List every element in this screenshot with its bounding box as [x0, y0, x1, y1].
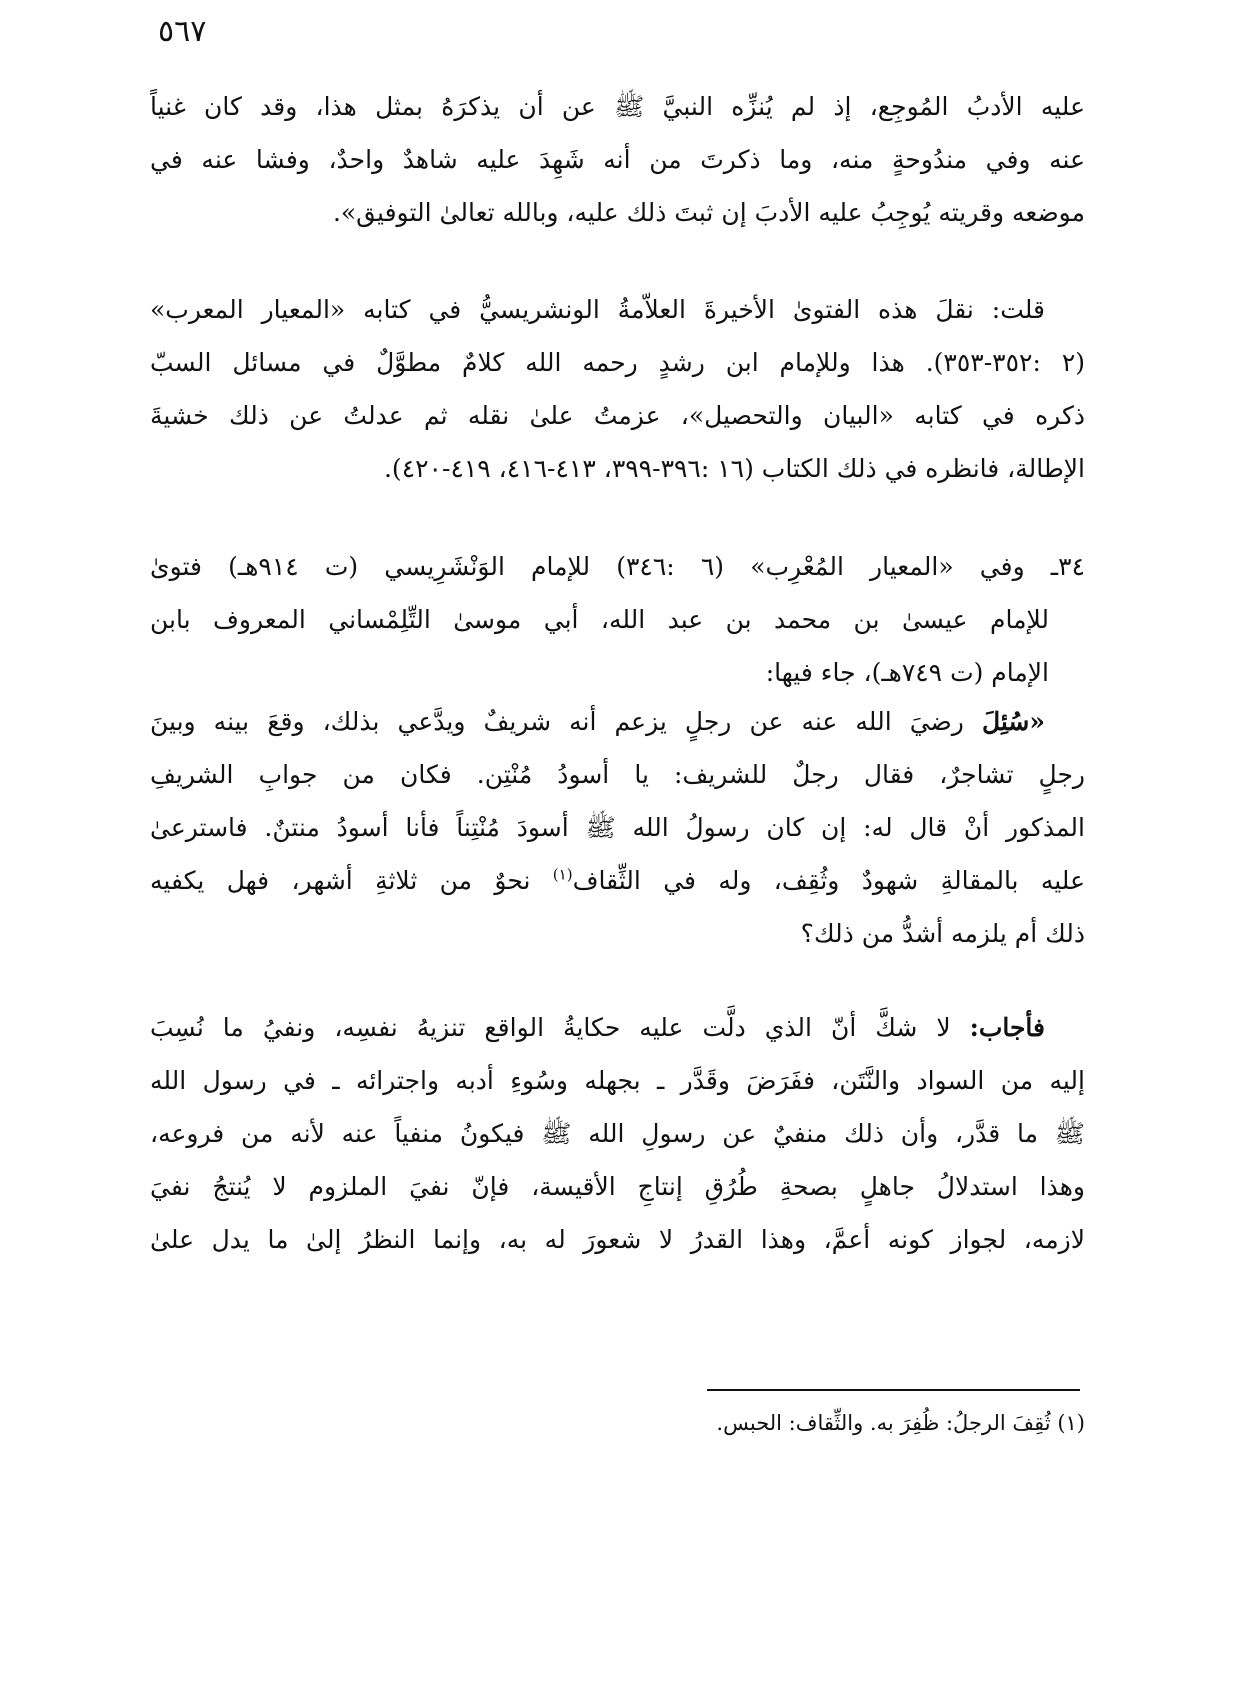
- text-line: رجلٍ تشاجرٌ، فقال رجلٌ للشريف: يا أسودُ مُنْتِن. فكان من جوابِ الشريفِ: [150, 760, 1085, 789]
- text-line: للإمام عيسىٰ بن محمد بن عبد الله، أبي موسىٰ التِّلِمْساني المعروف بابن: [150, 605, 1049, 634]
- question-lead: «سُئِلَ: [981, 707, 1045, 736]
- text-segment: عليه بالمقالةِ شهودٌ وثُقِف، وله في الثِّقاف: [572, 866, 1085, 895]
- numbered-item-34: [150, 540, 1085, 699]
- text-line: إليه من السواد والنَّتَن، ففَرَضَ وقَدَّر ـ بجهله وسُوءِ أدبه واجترائه ـ في رسول الله: [150, 1066, 1085, 1095]
- text-line: [150, 854, 1085, 907]
- page-number: ٥٦٧: [158, 14, 207, 49]
- text-line: قلت: نقلَ هذه الفتوىٰ الأخيرةَ العلاّمةُ الونشريسيُّ في كتابه «المعيار المعرب»: [150, 295, 1045, 324]
- paragraph-author-note: [150, 283, 1085, 495]
- text-segment: نحوٌ من ثلاثةِ أشهر، فهل يكفيه: [150, 866, 553, 895]
- text-line: الإطالة، فانظره في ذلك الكتاب (١٦ :٣٩٦-٣٩٩، ٤١٣-٤١٦، ٤١٩-٤٢٠).: [383, 454, 1085, 483]
- text-segment: رضيَ الله عنه عن رجلٍ يزعم أنه شريفٌ ويدَّعي بذلك، وقعَ بينه وبينَ: [150, 707, 982, 736]
- text-line: [150, 695, 1085, 748]
- text-segment: لا شكَّ أنّ الذي دلَّت عليه حكايةُ الواقع تنزيهُ نفسِه، ونفيُ ما نُسِبَ: [150, 1013, 970, 1042]
- text-line: ٣٤ـ وفي «المعيار المُعْرِب» (٦ :٣٤٦) للإمام الوَنْشَرِيسي (ت ٩١٤هـ) فتوىٰ: [150, 552, 1085, 581]
- footnote: (١) ثُقِفَ الرجلُ: ظُفِرَ به. والثِّقاف: الحبس.: [716, 1411, 1085, 1435]
- fatwa-answer: [150, 1001, 1085, 1266]
- paragraph-continuation: [150, 80, 1085, 239]
- text-line: عنه وفي مندُوحةٍ منه، وما ذكرتَ من أنه شَهِدَ عليه شاهدٌ واحدٌ، وفشا عنه في: [150, 145, 1085, 174]
- footnote-marker: (١): [552, 865, 573, 884]
- text-line: لازمه، لجواز كونه أعمَّ، وهذا القدرُ لا شعورَ له به، وإنما النظرُ إلىٰ ما يدل علىٰ: [150, 1225, 1085, 1254]
- footnote-separator: [707, 1389, 1080, 1391]
- text-line: عليه الأدبُ المُوجِع، إذ لم يُنزِّه النبيَّ ﷺ عن أن يذكرَهُ بمثل هذا، وقد كان غنياً: [150, 92, 1085, 121]
- answer-lead: فأجاب:: [969, 1013, 1045, 1042]
- text-line: ﷺ ما قدَّر، وأن ذلك منفيٌ عن رسولِ الله ﷺ فيكونُ منفياً عنه لأنه من فروعه،: [150, 1119, 1085, 1148]
- text-line: [150, 1001, 1085, 1054]
- text-line: ذلك أم يلزمه أشدُّ من ذلك؟: [800, 919, 1085, 948]
- text-line: موضعه وقريته يُوجِبُ عليه الأدبَ إن ثبتَ ذلك عليه، وبالله تعالىٰ التوفيق».: [332, 198, 1085, 227]
- text-line: وهذا استدلالُ جاهلٍ بصحةِ طُرُقِ إنتاجِ الأقيسة، فإنّ نفيَ الملزوم لا يُنتجُ نفيَ: [150, 1172, 1085, 1201]
- text-line: المذكور أنْ قال له: إن كان رسولُ الله ﷺ أسودَ مُنْتِناً فأنا أسودُ منتنٌ. فاسترعىٰ: [150, 813, 1085, 842]
- text-line: ذكره في كتابه «البيان والتحصيل»، عزمتُ علىٰ نقله ثم عدلتُ عن ذلك خشيةَ: [150, 401, 1085, 430]
- text-line: (٢ :٣٥٢-٣٥٣). هذا وللإمام ابن رشدٍ رحمه الله كلامٌ مطوَّلٌ في مسائل السبّ: [150, 348, 1085, 377]
- fatwa-question: [150, 695, 1085, 960]
- text-line: الإمام (ت ٧٤٩هـ)، جاء فيها:: [765, 658, 1049, 687]
